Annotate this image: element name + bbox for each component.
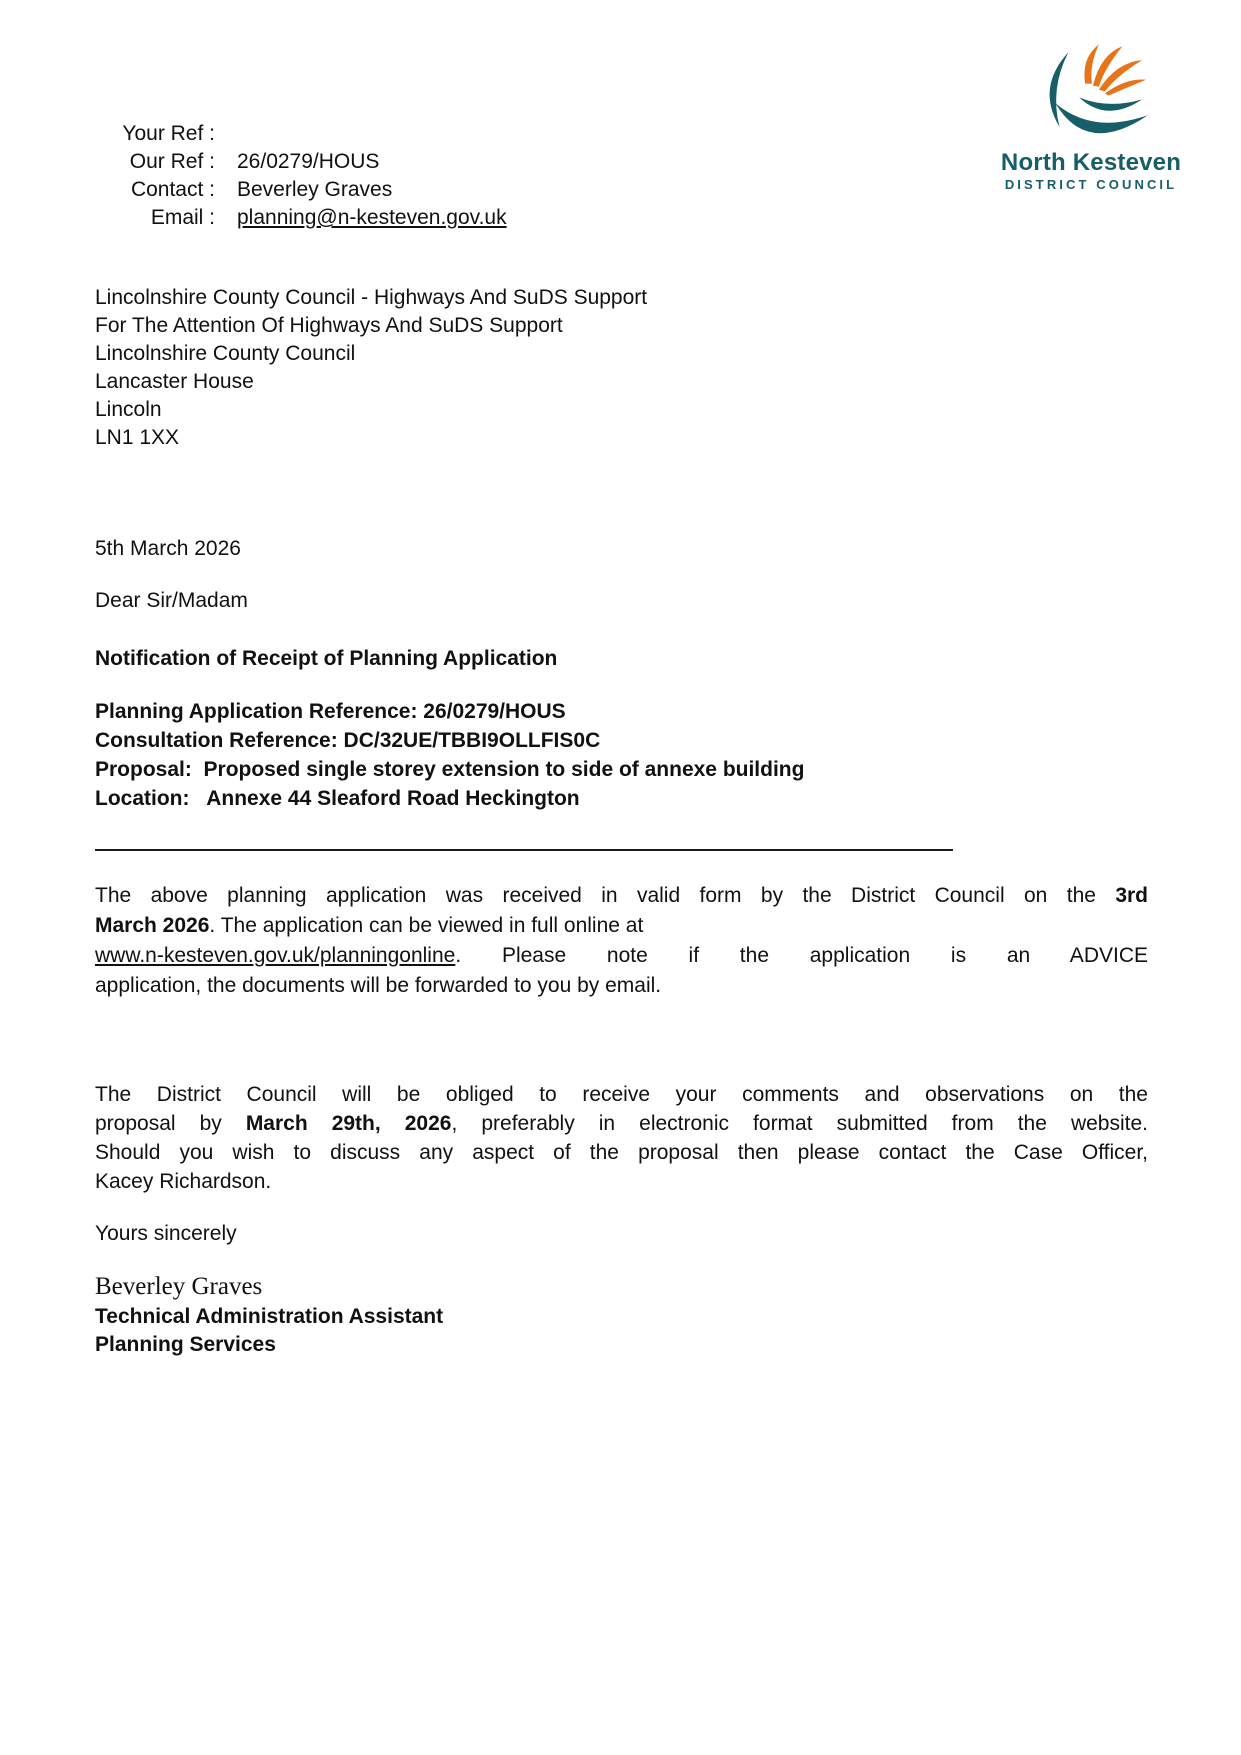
- body-text: Should you wish to discuss any aspect of the proposal then please contact the Case Officer,: [95, 1141, 1148, 1164]
- valediction: Yours sincerely: [95, 1222, 237, 1245]
- body-text: proposal by: [95, 1112, 246, 1135]
- contact-value: Beverley Graves: [237, 178, 393, 201]
- paragraph-line: [95, 1167, 1148, 1196]
- body-text: . The application can be viewed in full online at: [209, 914, 644, 937]
- paragraph-line: [95, 1138, 1148, 1167]
- signature-department: Planning Services: [95, 1333, 276, 1356]
- received-date-bold: 3rd: [1115, 884, 1148, 907]
- paragraph-line: [95, 1080, 1148, 1109]
- email-label: Email :: [150, 206, 215, 229]
- planning-online-link[interactable]: www.n-kesteven.gov.uk/planningonline: [95, 944, 456, 967]
- consultation-reference-line: Consultation Reference: DC/32UE/TBBI9OLLFIS0C: [95, 729, 601, 752]
- recipient-line: For The Attention Of Highways And SuDS Support: [95, 314, 563, 337]
- recipient-line: LN1 1XX: [95, 426, 180, 449]
- application-reference-line: Planning Application Reference: 26/0279/HOUS: [95, 700, 566, 723]
- council-subtitle: DISTRICT COUNCIL: [1004, 177, 1178, 192]
- body-text: The above planning application was received in valid form by the District Council on the: [95, 884, 1116, 907]
- your-ref-label: Your Ref :: [122, 122, 215, 145]
- paragraph-line: [95, 941, 1148, 971]
- recipient-line: Lancaster House: [95, 370, 254, 393]
- body-text: , preferably in electronic format submitted from the website.: [451, 1112, 1148, 1135]
- paragraph-received: [95, 881, 1148, 1001]
- received-date-bold: March 2026: [95, 914, 210, 937]
- salutation: Dear Sir/Madam: [95, 589, 248, 612]
- letter-content: [95, 120, 1148, 1359]
- signature-job-title: Technical Administration Assistant: [95, 1305, 444, 1328]
- body-text: application, the documents will be forwarded to you by email.: [95, 974, 662, 997]
- your-ref-row: [95, 120, 1148, 148]
- case-officer-name: Kacey Richardson.: [95, 1170, 272, 1193]
- paragraph-line: [95, 1109, 1148, 1138]
- recipient-line: Lincoln: [95, 398, 162, 421]
- reference-block: [95, 120, 1148, 232]
- paragraph-comments: [95, 1080, 1148, 1196]
- recipient-line: Lincolnshire County Council - Highways And SuDS Support: [95, 286, 648, 309]
- email-link[interactable]: planning@n-kesteven.gov.uk: [237, 206, 507, 229]
- recipient-address: [95, 284, 1148, 452]
- contact-label: Contact :: [130, 178, 215, 201]
- body-text: The District Council will be obliged to receive your comments and observations on the: [95, 1083, 1148, 1106]
- application-details: [95, 697, 1148, 813]
- paragraph-line: [95, 911, 1148, 941]
- our-ref-value: 26/0279/HOUS: [237, 150, 380, 173]
- deadline-date-bold: March 29th, 2026: [245, 1112, 452, 1135]
- email-row: [95, 204, 1148, 232]
- contact-row: [95, 176, 1148, 204]
- council-name: North Kesteven: [1000, 149, 1182, 176]
- recipient-line: Lincolnshire County Council: [95, 342, 356, 365]
- signature-name: Beverley Graves: [95, 1273, 263, 1300]
- body-text: . Please note if the application is an ADVICE: [455, 944, 1148, 967]
- subject-heading: Notification of Receipt of Planning Application: [95, 647, 558, 670]
- our-ref-label: Our Ref :: [129, 150, 215, 173]
- proposal-line: Proposal: Proposed single storey extension to side of annexe building: [95, 758, 805, 781]
- paragraph-line: [95, 971, 1148, 1001]
- separator-line: [95, 849, 953, 851]
- letter-date: 5th March 2026: [95, 537, 241, 560]
- our-ref-row: [95, 148, 1148, 176]
- paragraph-line: [95, 881, 1148, 911]
- location-line: Location: Annexe 44 Sleaford Road Heckington: [95, 787, 580, 810]
